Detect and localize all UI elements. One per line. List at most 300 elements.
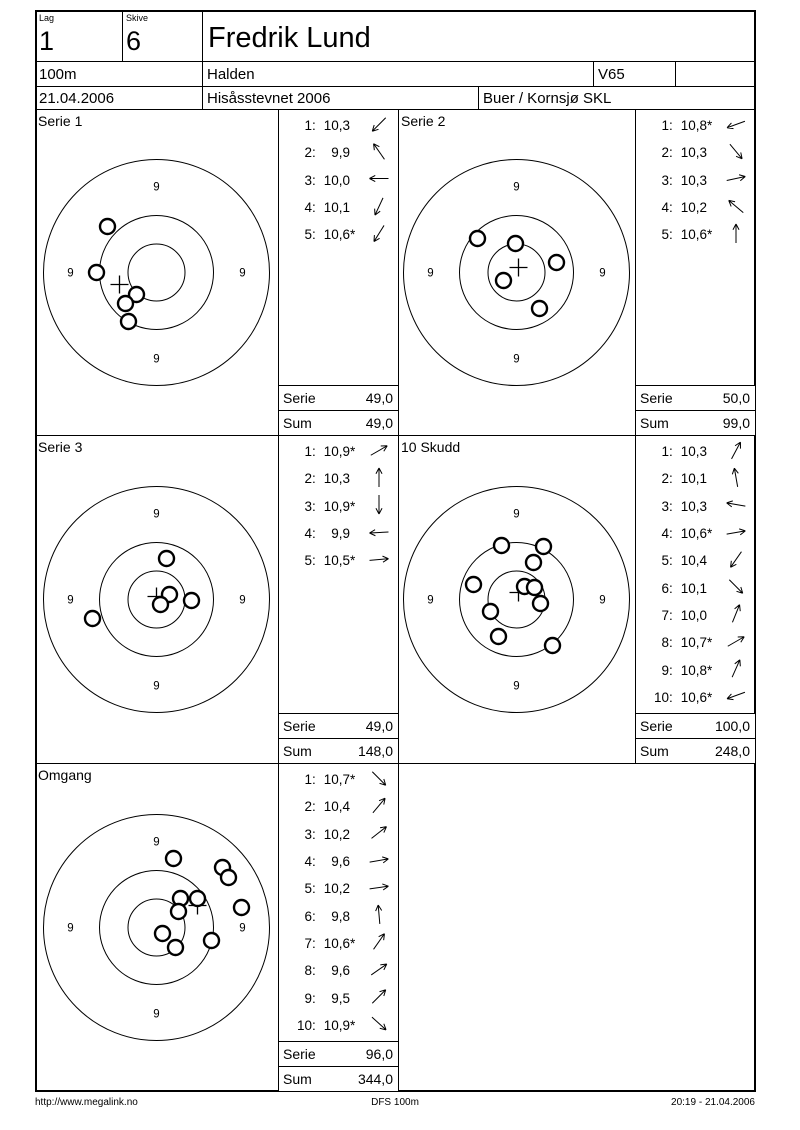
- shot-direction: [366, 767, 392, 792]
- shot-direction-arrow-icon: [366, 521, 392, 543]
- target-diagram-serie-3: [35, 436, 278, 763]
- sum-total-row-skudd-10: [635, 738, 756, 764]
- shot-number: 5: [304, 227, 312, 243]
- shot-row-serie-2-1: [635, 112, 756, 139]
- sum-total-label: Sum: [283, 415, 312, 431]
- ring-value-label: 9: [239, 594, 246, 607]
- ring-value-label: 9: [153, 181, 160, 194]
- sum-total-value: 344,0: [357, 1071, 393, 1087]
- shot-direction: [723, 603, 749, 628]
- shot-direction: [366, 168, 392, 193]
- shot-separator: :: [669, 635, 673, 651]
- ring-value-label: 9: [599, 267, 606, 280]
- shot-number: 4: [661, 200, 669, 216]
- shot-direction-arrow-icon: [366, 767, 392, 789]
- shot-direction-arrow-icon: [366, 113, 392, 135]
- shot-row-serie-3-3: [278, 493, 399, 520]
- shot-separator: :: [312, 908, 316, 924]
- shot-separator: :: [312, 145, 316, 161]
- shot-direction: [366, 794, 392, 819]
- shot-direction-arrow-icon: [723, 658, 749, 680]
- shot-hole: [100, 219, 115, 234]
- shot-direction-arrow-icon: [366, 548, 392, 570]
- inner-ten-marker: *: [707, 227, 713, 243]
- shot-hole: [545, 638, 560, 653]
- shot-number: 5: [661, 227, 669, 243]
- shot-direction: [723, 658, 749, 683]
- sum-total-value: 148,0: [357, 743, 393, 759]
- target-diagram-serie-1: [35, 110, 278, 435]
- shot-number: 6: [661, 580, 669, 596]
- mean-point-cross: [510, 259, 528, 277]
- shot-hole: [508, 236, 523, 251]
- shot-value: 10,3: [680, 498, 707, 514]
- shot-hole: [549, 255, 564, 270]
- shot-direction: [366, 521, 392, 546]
- shot-row-serie-3-2: [278, 465, 399, 492]
- shot-row-omgang-8: [278, 957, 399, 984]
- shot-number: 7: [661, 607, 669, 623]
- shot-direction-arrow-icon: [723, 548, 749, 570]
- panel-title-skudd-10: 10 Skudd: [401, 439, 461, 455]
- footer-program: DFS 100m: [371, 1097, 419, 1108]
- shot-value: 9,9: [331, 526, 350, 542]
- shot-value: 10,7: [680, 635, 707, 651]
- shot-number: 10: [653, 689, 669, 705]
- lag-label: Lag: [39, 13, 55, 23]
- shot-number: 3: [304, 172, 312, 188]
- sum-total-row-serie-3: [278, 738, 399, 764]
- ring-value-label: 9: [427, 594, 434, 607]
- shot-row-omgang-4: [278, 848, 399, 875]
- shot-value: 10,7: [323, 772, 350, 788]
- serie-total-label: Serie: [640, 718, 673, 734]
- shot-direction: [366, 904, 392, 929]
- shot-direction-arrow-icon: [366, 140, 392, 162]
- ring-value-label: 9: [239, 922, 246, 935]
- serie-total-row-omgang: [278, 1041, 399, 1067]
- shot-direction: [723, 439, 749, 464]
- shot-value: 10,3: [680, 145, 707, 161]
- shot-direction: [366, 439, 392, 464]
- serie-total-row-serie-1: [278, 385, 399, 411]
- shot-row-skudd-10-2: [635, 465, 756, 492]
- shot-value: 9,8: [331, 908, 350, 924]
- shot-hole: [190, 891, 205, 906]
- shot-value: 9,9: [331, 145, 350, 161]
- shot-direction-arrow-icon: [723, 466, 749, 488]
- ring-value-label: 9: [67, 594, 74, 607]
- shot-separator: :: [312, 118, 316, 134]
- shot-separator: :: [312, 881, 316, 897]
- shot-separator: :: [312, 444, 316, 460]
- shot-separator: :: [312, 963, 316, 979]
- shot-separator: :: [669, 689, 673, 705]
- shot-number: 6: [304, 908, 312, 924]
- shot-value: 10,1: [323, 200, 350, 216]
- shot-number: 2: [661, 471, 669, 487]
- shot-hole: [184, 593, 199, 608]
- grid-hline: [36, 86, 755, 87]
- panel-title-serie-2: Serie 2: [401, 113, 446, 129]
- shot-direction: [366, 958, 392, 983]
- shot-number: 4: [304, 854, 312, 870]
- shot-value: 10,4: [680, 553, 707, 569]
- shot-value: 10,4: [323, 799, 350, 815]
- serie-total-value: 96,0: [365, 1046, 393, 1062]
- shot-value: 10,0: [323, 172, 350, 188]
- shot-direction: [723, 113, 749, 138]
- shot-hole: [85, 611, 100, 626]
- shot-value: 10,2: [323, 826, 350, 842]
- panel-title-omgang: Omgang: [38, 767, 92, 783]
- shot-value: 10,9: [323, 1017, 350, 1033]
- shot-direction: [723, 685, 749, 710]
- shot-direction-arrow-icon: [723, 140, 749, 162]
- shot-direction: [366, 986, 392, 1011]
- inner-ten-marker: *: [350, 935, 356, 951]
- panel-title-serie-3: Serie 3: [38, 439, 83, 455]
- shot-row-skudd-10-5: [635, 547, 756, 574]
- shot-row-serie-1-5: [278, 221, 399, 248]
- shot-number: 10: [296, 1017, 312, 1033]
- shot-direction: [723, 140, 749, 165]
- shot-direction: [723, 222, 749, 247]
- shot-hole: [153, 597, 168, 612]
- shot-value: 10,9: [323, 444, 350, 460]
- shot-number: 4: [304, 200, 312, 216]
- sum-total-value: 99,0: [722, 415, 750, 431]
- shot-row-serie-2-2: [635, 139, 756, 166]
- skive-label: Skive: [126, 13, 149, 23]
- shot-direction: [366, 548, 392, 573]
- shot-number: 1: [304, 772, 312, 788]
- shooter-name: Fredrik Lund: [208, 22, 371, 54]
- inner-ten-marker: *: [350, 444, 356, 460]
- shot-separator: :: [669, 526, 673, 542]
- ring-value-label: 9: [153, 1008, 160, 1021]
- shot-separator: :: [312, 227, 316, 243]
- target-diagram-omgang: [35, 764, 278, 1091]
- shot-row-skudd-10-10: [635, 684, 756, 711]
- shot-separator: :: [312, 772, 316, 788]
- serie-total-value: 49,0: [365, 718, 393, 734]
- serie-total-value: 49,0: [365, 390, 393, 406]
- sum-total-label: Sum: [283, 1071, 312, 1087]
- shot-hole: [118, 296, 133, 311]
- skive-value: 6: [126, 26, 142, 56]
- shot-hole: [221, 870, 236, 885]
- shot-number: 2: [661, 145, 669, 161]
- grid-vline: [675, 62, 676, 87]
- shot-direction: [366, 195, 392, 220]
- shot-hole: [466, 577, 481, 592]
- shot-direction: [366, 849, 392, 874]
- shot-direction: [723, 576, 749, 601]
- shot-separator: :: [312, 553, 316, 569]
- shot-direction-arrow-icon: [723, 576, 749, 598]
- shot-number: 5: [304, 553, 312, 569]
- shot-value: 10,0: [680, 607, 707, 623]
- shot-separator: :: [312, 200, 316, 216]
- shot-direction-arrow-icon: [723, 685, 749, 707]
- shot-number: 2: [304, 145, 312, 161]
- shot-direction-arrow-icon: [723, 521, 749, 543]
- shot-hole: [166, 851, 181, 866]
- event-name: Hisåsstevnet 2006: [207, 90, 331, 107]
- grid-vline: [478, 87, 479, 110]
- shot-direction-arrow-icon: [366, 958, 392, 980]
- shot-direction-arrow-icon: [723, 603, 749, 625]
- inner-ten-marker: *: [707, 526, 713, 542]
- shot-hole: [532, 301, 547, 316]
- shot-hole: [470, 231, 485, 246]
- shot-value: 10,6: [323, 935, 350, 951]
- ring-value-label: 9: [599, 594, 606, 607]
- shot-number: 9: [661, 662, 669, 678]
- shot-value: 10,9: [323, 498, 350, 514]
- shot-direction-arrow-icon: [366, 794, 392, 816]
- shot-direction: [366, 876, 392, 901]
- ring-value-label: 9: [513, 508, 520, 521]
- shot-row-serie-3-5: [278, 547, 399, 574]
- shot-number: 2: [304, 799, 312, 815]
- serie-total-label: Serie: [283, 390, 316, 406]
- shot-number: 1: [661, 444, 669, 460]
- shot-row-skudd-10-4: [635, 520, 756, 547]
- shot-row-serie-2-3: [635, 167, 756, 194]
- ring-value-label: 9: [153, 508, 160, 521]
- shot-hole: [536, 539, 551, 554]
- shot-row-omgang-6: [278, 903, 399, 930]
- inner-ten-marker: *: [350, 498, 356, 514]
- sum-total-row-omgang: [278, 1066, 399, 1092]
- grid-vline: [202, 11, 203, 110]
- shot-separator: :: [312, 990, 316, 1006]
- shot-separator: :: [312, 935, 316, 951]
- shot-row-skudd-10-3: [635, 493, 756, 520]
- ring-value-label: 9: [513, 181, 520, 194]
- inner-ten-marker: *: [350, 553, 356, 569]
- shot-row-serie-1-4: [278, 194, 399, 221]
- shot-separator: :: [669, 200, 673, 216]
- mean-point-cross: [111, 276, 129, 294]
- serie-total-label: Serie: [283, 1046, 316, 1062]
- ring-value-label: 9: [427, 267, 434, 280]
- shot-separator: :: [669, 145, 673, 161]
- sum-total-value: 49,0: [365, 415, 393, 431]
- inner-ten-marker: *: [707, 118, 713, 134]
- shot-direction-arrow-icon: [723, 113, 749, 135]
- shot-row-serie-1-1: [278, 112, 399, 139]
- shot-number: 4: [304, 526, 312, 542]
- shot-hole: [496, 273, 511, 288]
- club-name: Buer / Kornsjø SKL: [483, 90, 612, 107]
- shot-number: 9: [304, 990, 312, 1006]
- shot-separator: :: [312, 854, 316, 870]
- ring-value-label: 9: [513, 680, 520, 693]
- ring-value-label: 9: [513, 353, 520, 366]
- shot-separator: :: [669, 471, 673, 487]
- grid-hline: [36, 61, 755, 62]
- shot-separator: :: [669, 118, 673, 134]
- shot-direction: [723, 466, 749, 491]
- shot-direction: [366, 1013, 392, 1038]
- shot-hole: [234, 900, 249, 915]
- shot-hole: [526, 555, 541, 570]
- shot-value: 10,6: [323, 227, 350, 243]
- shot-row-serie-3-4: [278, 520, 399, 547]
- shot-value: 10,8: [680, 662, 707, 678]
- shot-hole: [483, 604, 498, 619]
- shot-direction-arrow-icon: [366, 1013, 392, 1035]
- shot-direction-arrow-icon: [723, 168, 749, 190]
- shot-number: 1: [304, 118, 312, 134]
- shot-number: 3: [661, 172, 669, 188]
- shot-value: 10,6: [680, 689, 707, 705]
- shot-direction-arrow-icon: [366, 931, 392, 953]
- shooter-class: V65: [598, 66, 625, 83]
- target-diagram-serie-2: [398, 110, 635, 435]
- shot-row-serie-1-2: [278, 139, 399, 166]
- shot-value: 10,1: [680, 580, 707, 596]
- shot-direction-arrow-icon: [366, 195, 392, 217]
- shot-number: 1: [661, 118, 669, 134]
- shot-value: 10,1: [680, 471, 707, 487]
- shot-row-skudd-10-8: [635, 629, 756, 656]
- sum-total-label: Sum: [283, 743, 312, 759]
- sum-total-label: Sum: [640, 743, 669, 759]
- shot-number: 2: [304, 471, 312, 487]
- shot-direction-arrow-icon: [366, 222, 392, 244]
- shot-value: 9,5: [331, 990, 350, 1006]
- distance: 100m: [39, 66, 77, 83]
- shot-number: 5: [304, 881, 312, 897]
- shot-direction: [366, 822, 392, 847]
- shot-row-omgang-5: [278, 875, 399, 902]
- shot-hole: [533, 596, 548, 611]
- shot-direction-arrow-icon: [723, 195, 749, 217]
- shot-separator: :: [669, 580, 673, 596]
- shot-row-omgang-9: [278, 984, 399, 1011]
- target-diagram-skudd-10: [398, 436, 635, 763]
- shot-direction: [366, 113, 392, 138]
- lag-value: 1: [39, 26, 55, 56]
- shot-direction-arrow-icon: [366, 876, 392, 898]
- shot-separator: :: [312, 471, 316, 487]
- shot-value: 10,3: [680, 444, 707, 460]
- ring-value-label: 9: [153, 353, 160, 366]
- shot-hole: [168, 940, 183, 955]
- shot-hole: [494, 538, 509, 553]
- serie-total-row-serie-2: [635, 385, 756, 411]
- shot-value: 10,3: [323, 471, 350, 487]
- ring-value-label: 9: [239, 267, 246, 280]
- inner-ten-marker: *: [350, 1017, 356, 1033]
- shot-value: 9,6: [331, 963, 350, 979]
- shot-direction: [723, 195, 749, 220]
- shot-row-omgang-2: [278, 793, 399, 820]
- serie-total-value: 100,0: [714, 718, 750, 734]
- grid-vline: [122, 11, 123, 62]
- shot-row-omgang-7: [278, 930, 399, 957]
- shot-direction: [366, 222, 392, 247]
- shot-separator: :: [312, 826, 316, 842]
- shot-value: 10,8: [680, 118, 707, 134]
- shot-value: 10,6: [680, 227, 707, 243]
- shot-direction: [723, 548, 749, 573]
- shot-row-skudd-10-6: [635, 575, 756, 602]
- shot-row-serie-3-1: [278, 438, 399, 465]
- shot-direction-arrow-icon: [366, 822, 392, 844]
- shot-separator: :: [669, 498, 673, 514]
- shot-value: 10,3: [680, 172, 707, 188]
- ring-value-label: 9: [67, 922, 74, 935]
- shot-direction: [366, 494, 392, 519]
- shot-separator: :: [312, 1017, 316, 1033]
- shot-direction: [366, 140, 392, 165]
- shot-separator: :: [669, 172, 673, 188]
- shot-hole: [155, 926, 170, 941]
- shot-separator: :: [312, 799, 316, 815]
- serie-total-row-serie-3: [278, 713, 399, 739]
- shot-value: 10,5: [323, 553, 350, 569]
- inner-ten-marker: *: [707, 635, 713, 651]
- shot-number: 4: [661, 526, 669, 542]
- inner-ten-marker: *: [707, 689, 713, 705]
- shot-direction-arrow-icon: [366, 466, 392, 488]
- serie-total-label: Serie: [640, 390, 673, 406]
- ring-value-label: 9: [67, 267, 74, 280]
- shot-direction-arrow-icon: [723, 630, 749, 652]
- shot-value: 9,6: [331, 854, 350, 870]
- inner-ten-marker: *: [707, 662, 713, 678]
- shot-row-omgang-3: [278, 821, 399, 848]
- shot-direction: [723, 630, 749, 655]
- shot-number: 3: [661, 498, 669, 514]
- shot-direction: [366, 931, 392, 956]
- shot-hole: [121, 314, 136, 329]
- shot-direction-arrow-icon: [366, 849, 392, 871]
- shot-separator: :: [669, 444, 673, 460]
- shot-direction-arrow-icon: [723, 494, 749, 516]
- footer-timestamp: 20:19 - 21.04.2006: [671, 1097, 755, 1108]
- shot-value: 10,2: [323, 881, 350, 897]
- shot-separator: :: [669, 553, 673, 569]
- sum-total-label: Sum: [640, 415, 669, 431]
- inner-ten-marker: *: [350, 772, 356, 788]
- footer-url: http://www.megalink.no: [35, 1097, 138, 1108]
- shot-separator: :: [312, 498, 316, 514]
- shot-hole: [159, 551, 174, 566]
- serie-total-label: Serie: [283, 718, 316, 734]
- sum-total-row-serie-2: [635, 410, 756, 436]
- shot-number: 3: [304, 826, 312, 842]
- shot-direction-arrow-icon: [723, 222, 749, 244]
- shot-row-omgang-1: [278, 766, 399, 793]
- shot-separator: :: [669, 227, 673, 243]
- shot-row-skudd-10-9: [635, 656, 756, 683]
- shot-hole: [89, 265, 104, 280]
- shot-row-serie-1-3: [278, 167, 399, 194]
- shot-direction: [723, 494, 749, 519]
- shot-direction-arrow-icon: [366, 904, 392, 926]
- sum-total-row-serie-1: [278, 410, 399, 436]
- shot-direction-arrow-icon: [366, 986, 392, 1008]
- shot-direction-arrow-icon: [366, 494, 392, 516]
- shot-row-skudd-10-7: [635, 602, 756, 629]
- shot-direction: [366, 466, 392, 491]
